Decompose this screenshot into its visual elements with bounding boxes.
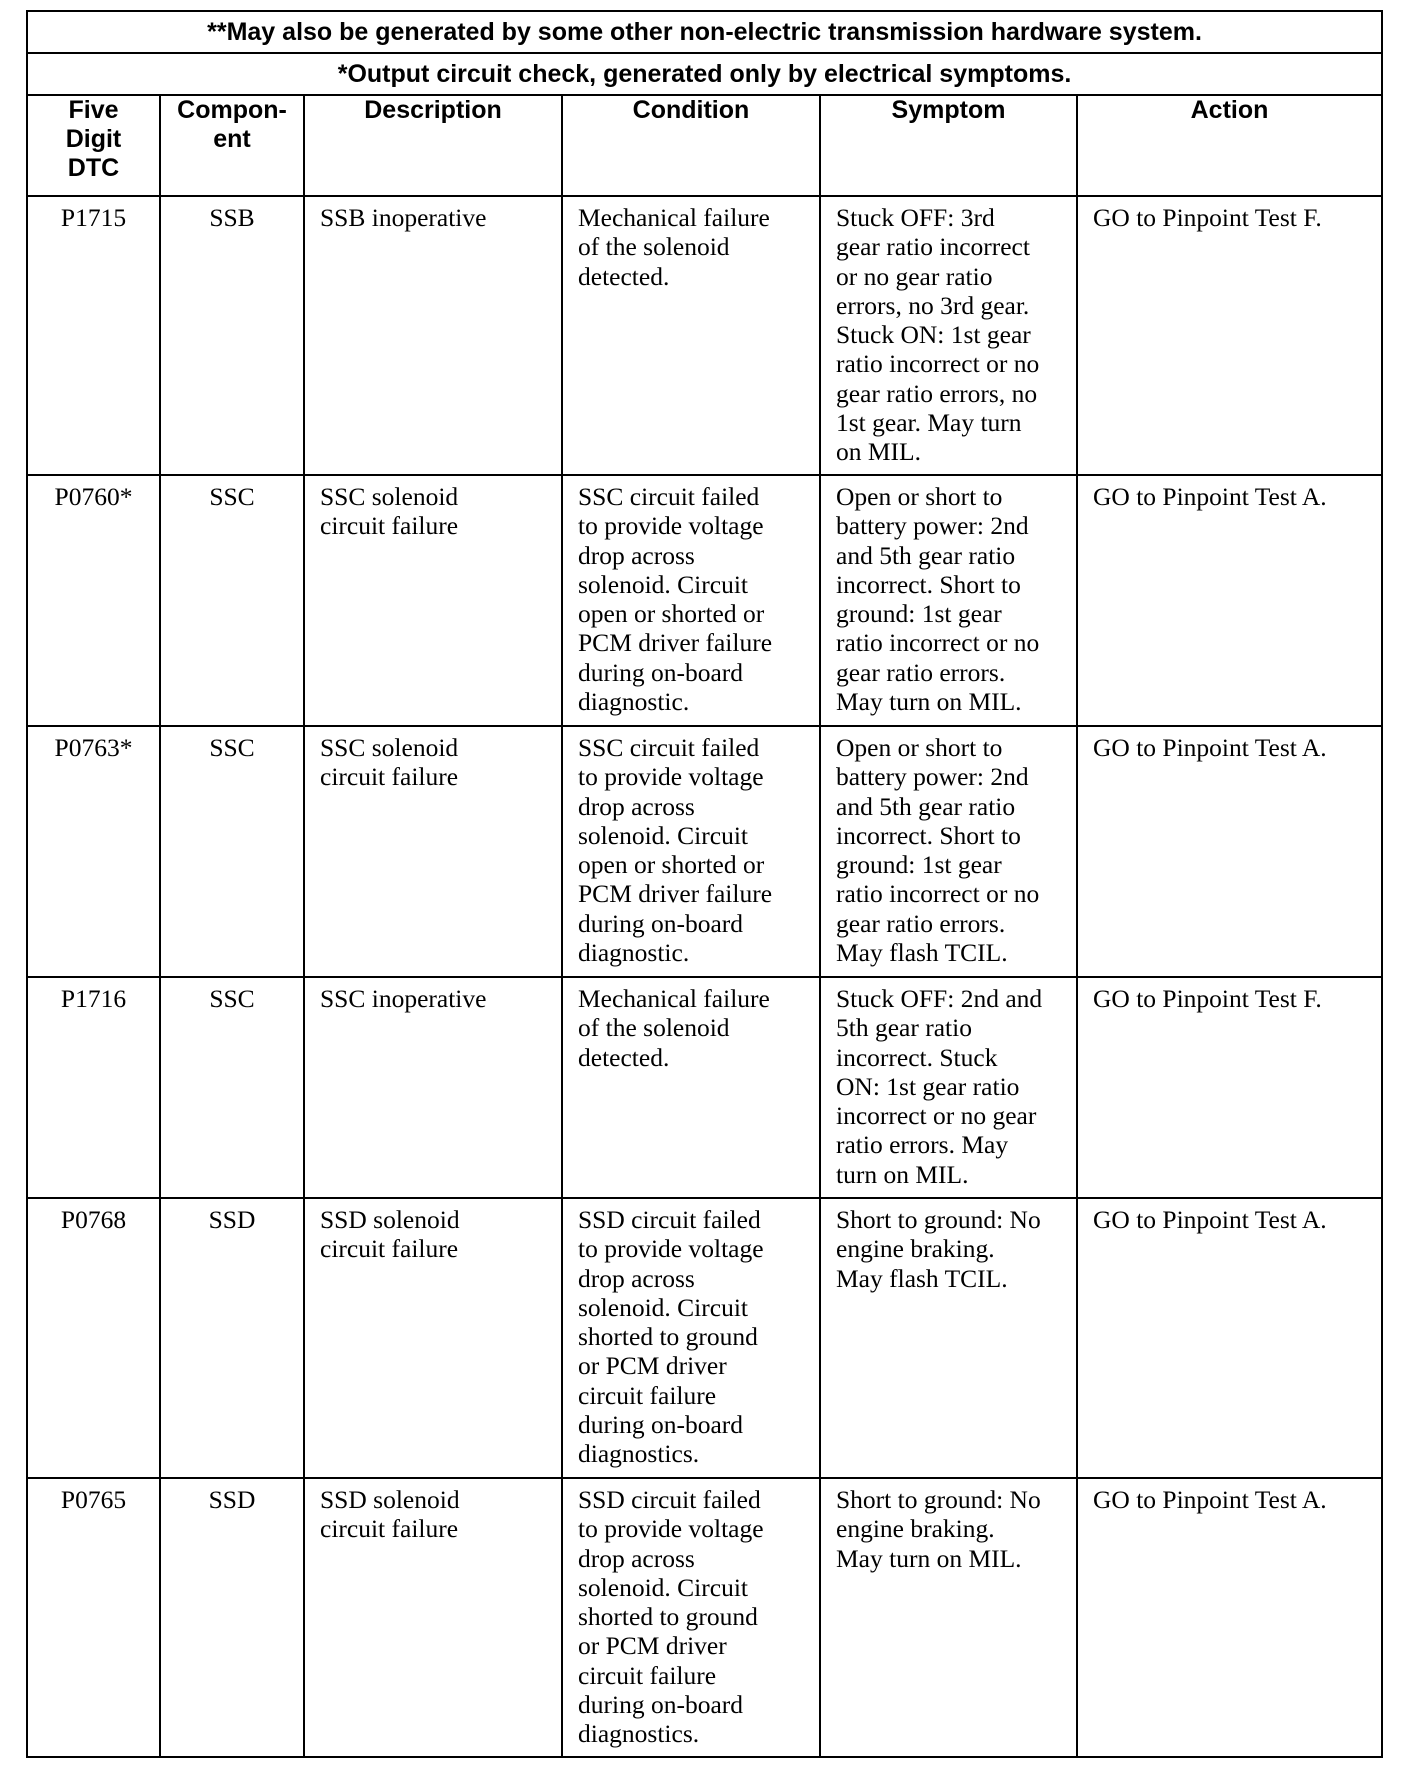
table-header-row — [27, 95, 1382, 196]
cell-line: to provide voltage — [578, 1514, 764, 1544]
cell-line: to provide voltage — [578, 1234, 764, 1264]
cell-line: ratio incorrect or no — [836, 628, 1040, 658]
cell-condition — [562, 1478, 820, 1757]
cell-line: circuit failure — [578, 1380, 717, 1410]
cell-condition — [562, 475, 820, 726]
cell-line: during on-board — [578, 1410, 744, 1440]
cell-line: GO to Pinpoint Test A. — [1093, 1485, 1327, 1514]
cell-line: solenoid. Circuit — [578, 820, 748, 850]
cell-line: PCM driver failure — [578, 879, 773, 909]
cell-action — [1077, 977, 1382, 1198]
cell-line: open or shorted or — [578, 850, 765, 880]
cell-line: Open or short to — [836, 733, 1003, 762]
cell-line: open or shorted or — [578, 599, 765, 629]
cell-action — [1077, 196, 1382, 475]
cell-line: P0763* — [54, 733, 133, 762]
cell-line: diagnostic. — [578, 687, 690, 717]
header-symptom: Symptom — [820, 95, 1077, 196]
cell-line: May flash TCIL. — [836, 938, 1008, 968]
cell-action — [1077, 726, 1382, 977]
cell-line: circuit failure — [320, 1234, 459, 1264]
header-action: Action — [1077, 95, 1382, 196]
cell-line: errors, no 3rd gear. — [836, 290, 1030, 320]
cell-line: incorrect. Short to — [836, 569, 1021, 599]
header-dtc-line: DTC — [67, 154, 120, 182]
cell-line: Stuck ON: 1st gear — [836, 320, 1031, 350]
cell-dtc-code — [27, 977, 160, 1198]
cell-description — [304, 196, 562, 475]
cell-line: P0765 — [60, 1485, 127, 1514]
cell-line: or PCM driver — [578, 1631, 727, 1661]
cell-action — [1077, 475, 1382, 726]
cell-line: Short to ground: No — [836, 1205, 1041, 1234]
cell-line: Stuck OFF: 3rd — [836, 203, 995, 232]
cell-symptom — [820, 196, 1077, 475]
header-description: Description — [304, 95, 562, 196]
header-dtc — [27, 95, 160, 196]
cell-component — [160, 475, 304, 726]
cell-line: gear ratio errors. — [836, 657, 1006, 687]
table-row — [27, 1478, 1382, 1757]
cell-line: on MIL. — [836, 437, 921, 467]
cell-line: P0768 — [60, 1205, 127, 1234]
cell-line: engine braking. — [836, 1514, 995, 1544]
cell-component — [160, 1478, 304, 1757]
cell-component — [160, 977, 304, 1198]
cell-line: circuit failure — [320, 1514, 459, 1544]
cell-line: to provide voltage — [578, 511, 764, 541]
cell-line: diagnostics. — [578, 1439, 700, 1469]
cell-line: ratio incorrect or no — [836, 349, 1040, 379]
cell-line: ratio errors. May — [836, 1130, 1009, 1160]
cell-line: engine braking. — [836, 1234, 995, 1264]
cell-line: during on-board — [578, 908, 744, 938]
cell-line: SSD solenoid — [320, 1485, 460, 1514]
cell-line: or PCM driver — [578, 1351, 727, 1381]
cell-dtc-code — [27, 196, 160, 475]
cell-line: solenoid. Circuit — [578, 1292, 748, 1322]
cell-line: SSC inoperative — [320, 984, 487, 1013]
cell-condition — [562, 977, 820, 1198]
cell-component — [160, 1198, 304, 1478]
cell-line: ground: 1st gear — [836, 850, 1002, 880]
cell-action — [1077, 1198, 1382, 1478]
cell-line: circuit failure — [320, 762, 459, 792]
header-dtc-line: Five — [68, 96, 119, 124]
cell-condition — [562, 196, 820, 475]
cell-line: drop across — [578, 1543, 695, 1573]
cell-symptom — [820, 977, 1077, 1198]
cell-line: P1716 — [60, 984, 127, 1013]
cell-line: Stuck OFF: 2nd and — [836, 984, 1043, 1013]
cell-line: diagnostics. — [578, 1719, 700, 1749]
header-component — [160, 95, 304, 196]
cell-line: GO to Pinpoint Test F. — [1093, 203, 1322, 232]
cell-line: SSB — [209, 203, 255, 232]
cell-line: SSD solenoid — [320, 1205, 460, 1234]
cell-line: circuit failure — [320, 511, 459, 541]
cell-line: detected. — [578, 261, 670, 291]
cell-line: SSB inoperative — [320, 203, 487, 232]
table-row — [27, 726, 1382, 977]
cell-action — [1077, 1478, 1382, 1757]
cell-dtc-code — [27, 475, 160, 726]
cell-line: GO to Pinpoint Test A. — [1093, 733, 1327, 762]
cell-line: ratio incorrect or no — [836, 879, 1040, 909]
cell-line: ON: 1st gear ratio — [836, 1071, 1020, 1101]
cell-line: battery power: 2nd — [836, 762, 1029, 792]
cell-line: 1st gear. May turn — [836, 408, 1022, 438]
header-dtc-line: Digit — [65, 125, 122, 153]
cell-line: diagnostic. — [578, 938, 690, 968]
cell-line: Mechanical failure — [578, 984, 770, 1013]
cell-line: or no gear ratio — [836, 261, 993, 291]
cell-line: May flash TCIL. — [836, 1263, 1008, 1293]
cell-line: during on-board — [578, 657, 744, 687]
cell-line: P1715 — [60, 203, 127, 232]
cell-description — [304, 1478, 562, 1757]
cell-line: incorrect. Stuck — [836, 1042, 998, 1072]
table-row — [27, 1198, 1382, 1478]
cell-line: drop across — [578, 540, 695, 570]
cell-line: solenoid. Circuit — [578, 569, 748, 599]
cell-line: incorrect or no gear — [836, 1101, 1037, 1131]
cell-component — [160, 196, 304, 475]
cell-line: ground: 1st gear — [836, 599, 1002, 629]
cell-line: to provide voltage — [578, 762, 764, 792]
cell-line: drop across — [578, 791, 695, 821]
cell-symptom — [820, 475, 1077, 726]
table-row — [27, 475, 1382, 726]
cell-line: Open or short to — [836, 482, 1003, 511]
cell-line: GO to Pinpoint Test A. — [1093, 1205, 1327, 1234]
cell-line: shorted to ground — [578, 1602, 758, 1632]
cell-line: SSC circuit failed — [578, 733, 760, 762]
cell-line: GO to Pinpoint Test A. — [1093, 482, 1327, 511]
cell-line: detected. — [578, 1042, 670, 1072]
cell-line: SSD — [208, 1205, 256, 1234]
cell-line: gear ratio errors. — [836, 908, 1006, 938]
cell-line: solenoid. Circuit — [578, 1572, 748, 1602]
cell-line: battery power: 2nd — [836, 511, 1029, 541]
cell-symptom — [820, 726, 1077, 977]
cell-line: shorted to ground — [578, 1322, 758, 1352]
table-row — [27, 196, 1382, 475]
cell-symptom — [820, 1478, 1077, 1757]
cell-description — [304, 1198, 562, 1478]
cell-description — [304, 977, 562, 1198]
cell-line: of the solenoid — [578, 1013, 730, 1043]
header-component-line: ent — [213, 125, 251, 153]
cell-line: SSC solenoid — [320, 482, 459, 511]
cell-line: SSD circuit failed — [578, 1205, 761, 1234]
cell-condition — [562, 726, 820, 977]
cell-line: of the solenoid — [578, 232, 730, 262]
cell-line: turn on MIL. — [836, 1159, 969, 1189]
cell-line: circuit failure — [578, 1660, 717, 1690]
cell-line: SSC — [209, 482, 255, 511]
cell-dtc-code — [27, 1198, 160, 1478]
cell-line: gear ratio incorrect — [836, 232, 1030, 262]
cell-description — [304, 726, 562, 977]
cell-line: SSD — [208, 1485, 256, 1514]
cell-line: May turn on MIL. — [836, 1543, 1022, 1573]
note-single-star: *Output circuit check, generated only by electrical symptoms. — [27, 53, 1382, 95]
cell-description — [304, 475, 562, 726]
cell-line: GO to Pinpoint Test F. — [1093, 984, 1322, 1013]
cell-line: gear ratio errors, no — [836, 378, 1038, 408]
cell-line: during on-board — [578, 1690, 744, 1720]
cell-component — [160, 726, 304, 977]
cell-condition — [562, 1198, 820, 1478]
cell-dtc-code — [27, 726, 160, 977]
cell-line: drop across — [578, 1263, 695, 1293]
cell-line: SSC solenoid — [320, 733, 459, 762]
cell-line: SSD circuit failed — [578, 1485, 761, 1514]
cell-line: and 5th gear ratio — [836, 791, 1016, 821]
cell-line: P0760* — [54, 482, 133, 511]
cell-line: May turn on MIL. — [836, 687, 1022, 717]
cell-line: incorrect. Short to — [836, 820, 1021, 850]
dtc-table — [26, 10, 1383, 1758]
cell-line: and 5th gear ratio — [836, 540, 1016, 570]
dtc-table-page — [26, 10, 1381, 1758]
cell-line: SSC — [209, 984, 255, 1013]
table-row — [27, 977, 1382, 1198]
cell-line: 5th gear ratio — [836, 1013, 972, 1043]
cell-line: Mechanical failure — [578, 203, 770, 232]
header-condition: Condition — [562, 95, 820, 196]
note-double-star: **May also be generated by some other non-electric transmission hardware system. — [27, 11, 1382, 53]
cell-line: PCM driver failure — [578, 628, 773, 658]
cell-dtc-code — [27, 1478, 160, 1757]
cell-line: SSC — [209, 733, 255, 762]
cell-line: SSC circuit failed — [578, 482, 760, 511]
cell-symptom — [820, 1198, 1077, 1478]
header-component-line: Compon- — [177, 96, 287, 124]
cell-line: Short to ground: No — [836, 1485, 1041, 1514]
